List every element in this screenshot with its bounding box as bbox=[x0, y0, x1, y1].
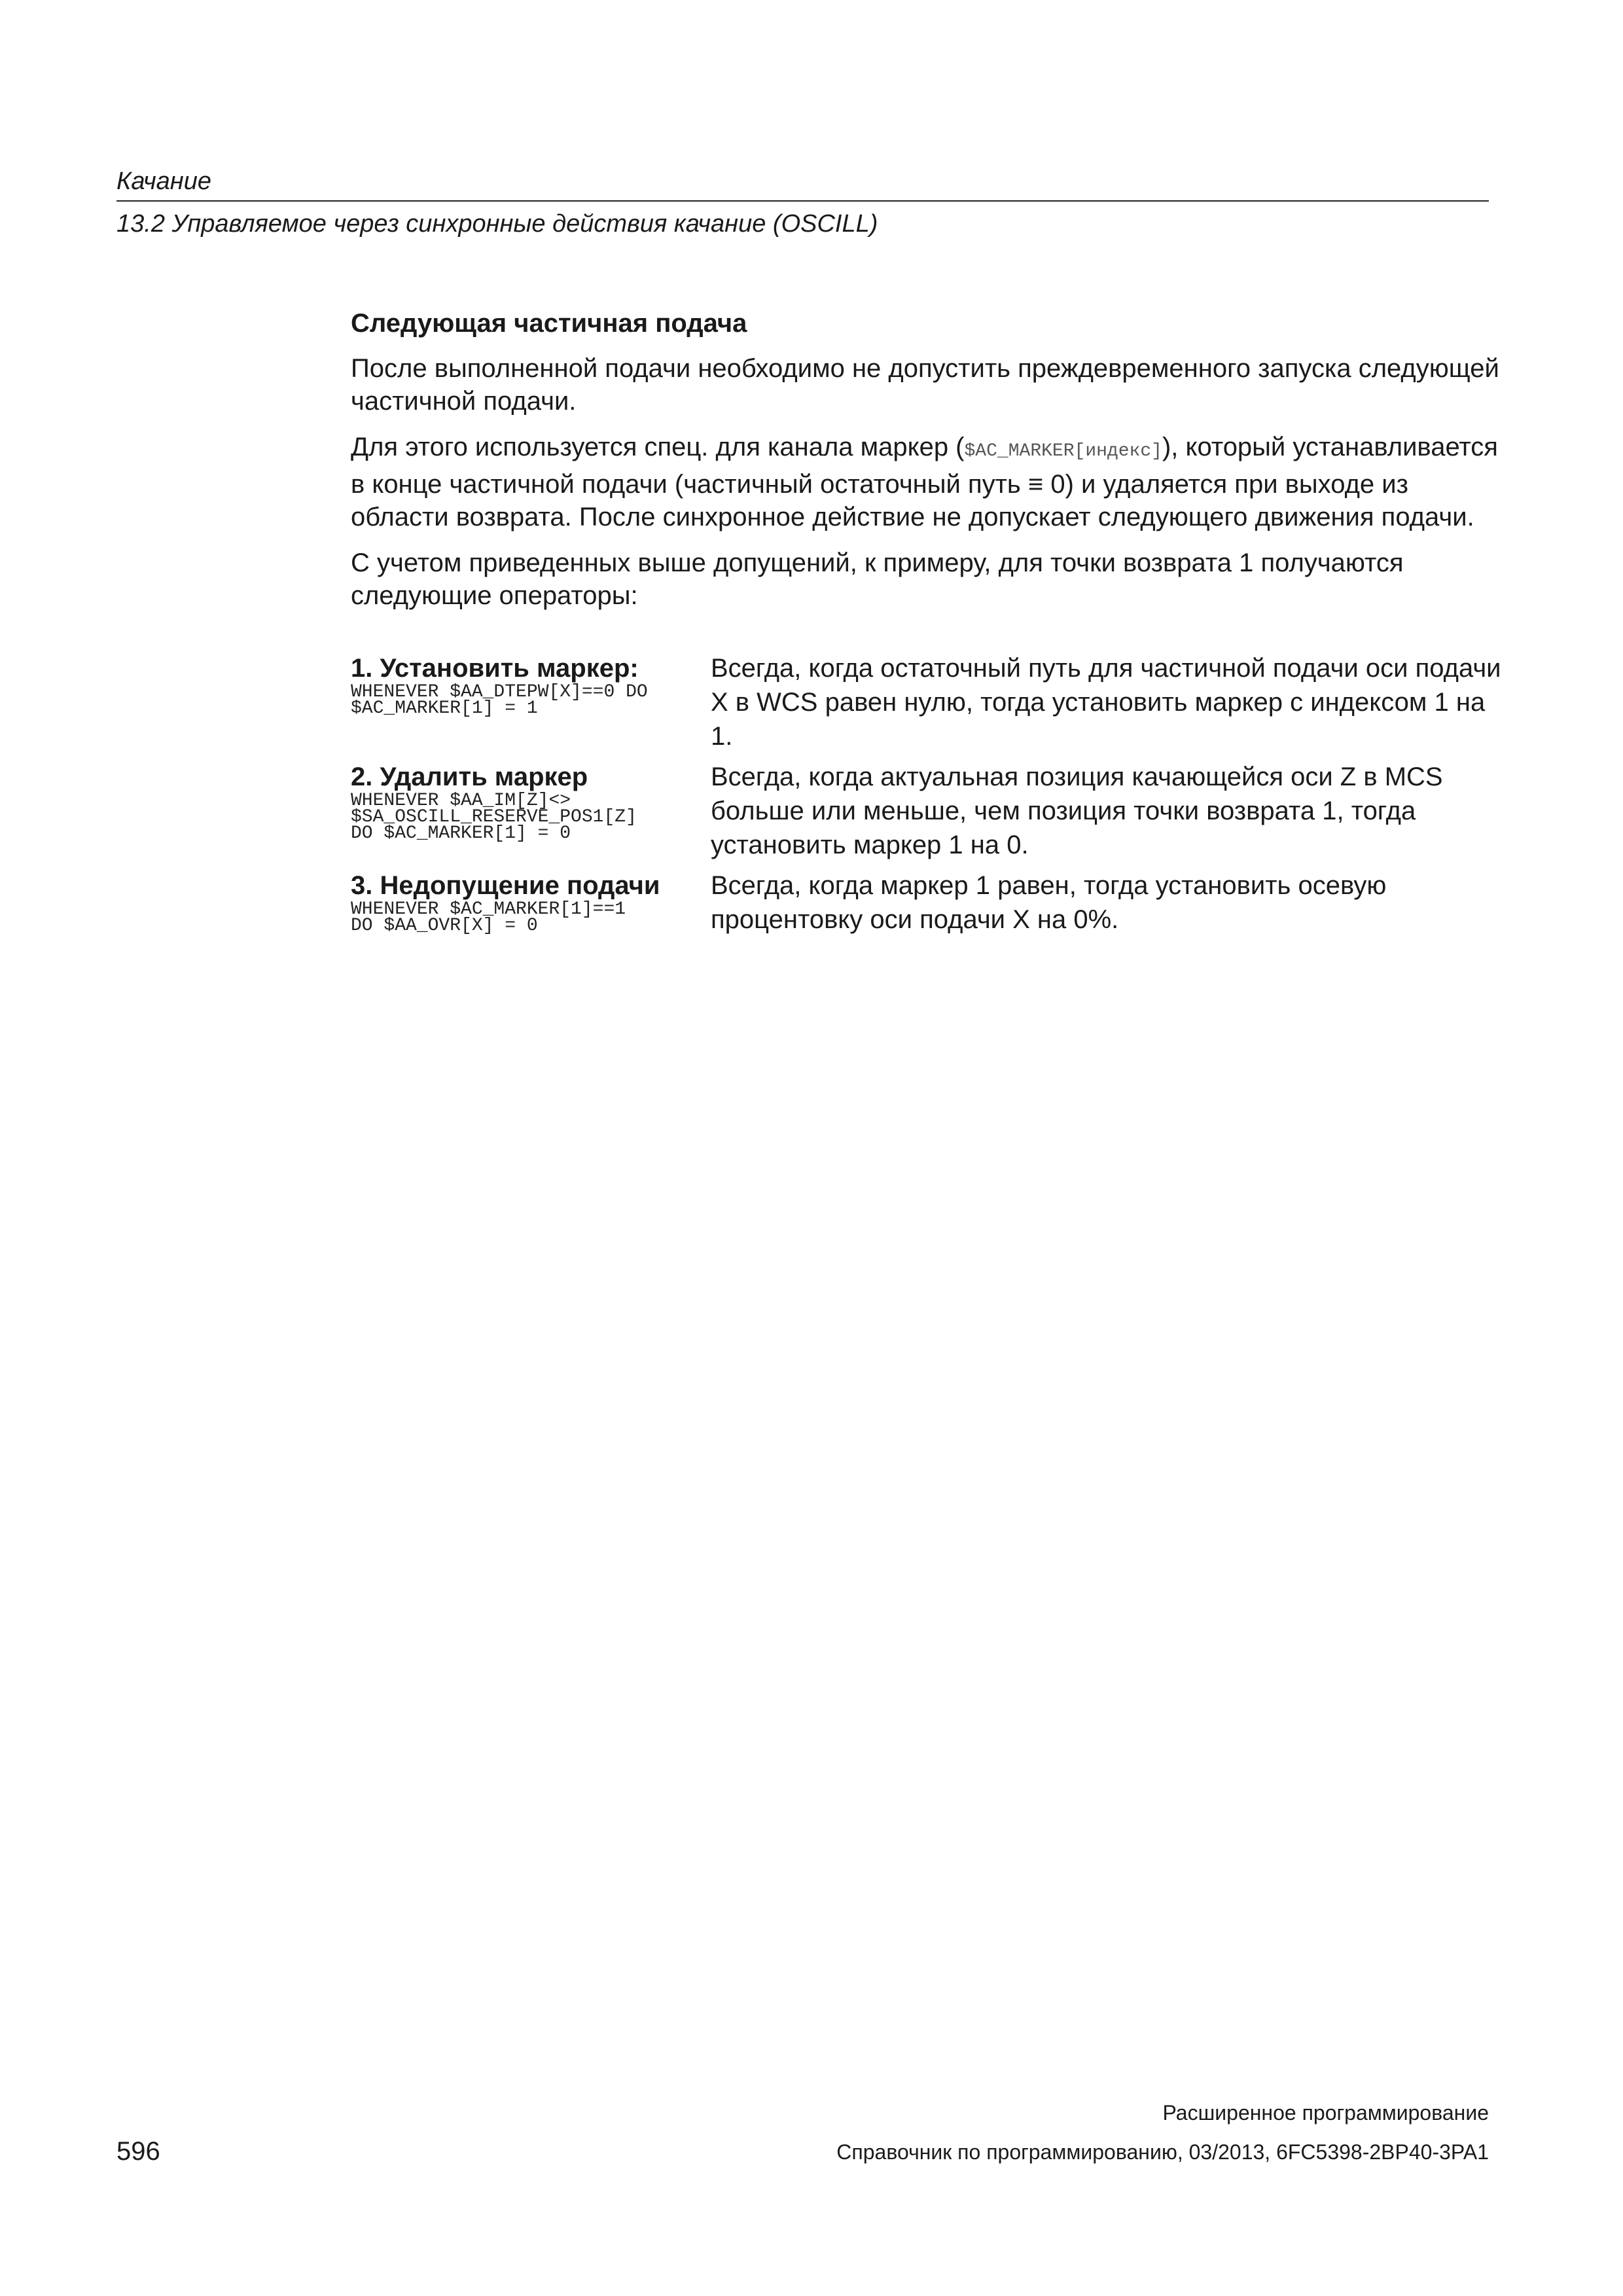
main-content bbox=[351, 304, 1503, 944]
running-header-section: Качание bbox=[116, 168, 211, 195]
operator-code-3: WHENEVER $AC_MARKER[1]==1 DO $AA_OVR[X] = 0 bbox=[351, 899, 626, 936]
paragraph-3: С учетом приведенных выше допущений, к примеру, для точки возврата 1 получаются следующие операторы: bbox=[351, 548, 1404, 610]
paragraph-2-text-after: ), который устанавливается в конце частичной подачи (частичный остаточный путь ≡ 0) и удаляется при выходе из области возврата. После синхронное действие не допускает следующего движения подачи. bbox=[351, 433, 1498, 531]
operator-code-1: WHENEVER $AA_DTEPW[X]==0 DO $AC_MARKER[1] = 1 bbox=[351, 682, 648, 719]
operator-code-2: WHENEVER $AA_IM[Z]<> $SA_OSCILL_RESERVE_POS1[Z] DO $AC_MARKER[1] = 0 bbox=[351, 791, 637, 844]
section-heading: Следующая частичная подача bbox=[351, 309, 747, 338]
header-divider bbox=[116, 200, 1489, 202]
operator-left-2 bbox=[351, 761, 711, 862]
operators-list bbox=[351, 653, 1503, 937]
paragraph-2 bbox=[351, 431, 1503, 533]
operator-row-1 bbox=[351, 653, 1503, 753]
paragraph-1: После выполненной подачи необходимо не допустить преждевременного запуска следующей частичной подачи. bbox=[351, 354, 1499, 416]
operator-description-2: Всегда, когда актуальная позиция качающейся оси Z в MCS больше или меньше, чем позиция точки возврата 1, тогда установить маркер 1 на 0. bbox=[711, 762, 1443, 859]
operator-description-3: Всегда, когда маркер 1 равен, тогда установить осевую процентовку оси подачи X на 0%. bbox=[711, 871, 1387, 934]
page-number: 596 bbox=[116, 2137, 160, 2166]
operator-row-3 bbox=[351, 870, 1503, 937]
operator-left-3 bbox=[351, 870, 711, 937]
running-header-chapter: 13.2 Управляемое через синхронные действия качание (OSCILL) bbox=[116, 210, 878, 238]
operator-row-2 bbox=[351, 761, 1503, 862]
operator-title-1: 1. Установить маркер: bbox=[351, 654, 639, 683]
operator-title-3: 3. Недопущение подачи bbox=[351, 871, 660, 900]
footer-reference: Справочник по программированию, 03/2013, 6FC5398-2BP40-3PA1 bbox=[836, 2140, 1489, 2164]
marker-code-inline: $AC_MARKER[индекс] bbox=[964, 441, 1162, 461]
footer-manual-title: Расширенное программирование bbox=[1162, 2101, 1489, 2125]
paragraph-2-text-before: Для этого используется спец. для канала маркер ( bbox=[351, 433, 965, 461]
operator-description-1: Всегда, когда остаточный путь для частичной подачи оси подачи X в WCS равен нулю, тогда установить маркер с индексом 1 на 1. bbox=[711, 654, 1501, 751]
operator-title-2: 2. Удалить маркер bbox=[351, 762, 588, 791]
operator-left-1 bbox=[351, 653, 711, 753]
